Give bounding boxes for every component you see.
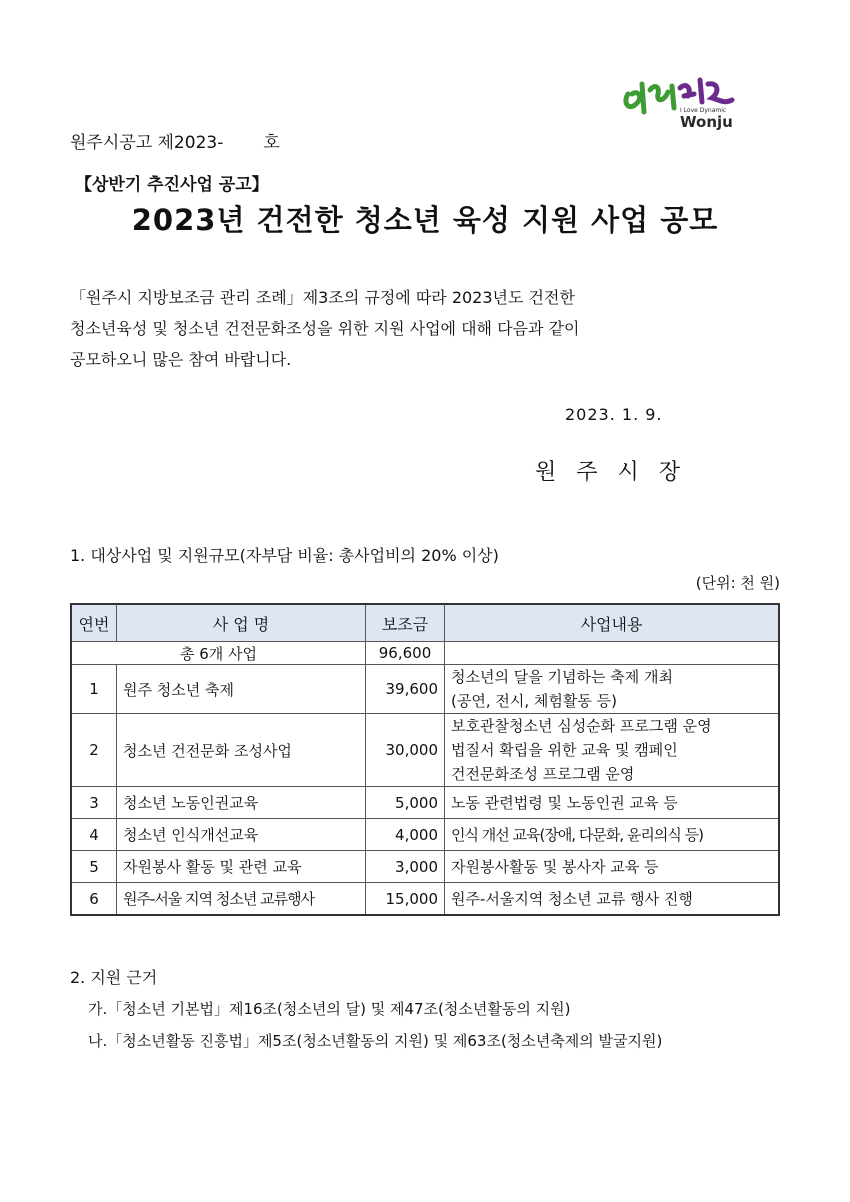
col-header-name: 사 업 명 — [117, 604, 366, 642]
notice-number-suffix: 호 — [263, 133, 280, 153]
row-amount: 3,000 — [366, 851, 445, 883]
table-row — [71, 714, 779, 787]
intro-line-1: 「원주시 지방보조금 관리 조례」제3조의 규정에 따라 2023년도 건전한 — [70, 288, 575, 307]
row-desc: 노동 관련법령 및 노동인권 교육 등 — [445, 787, 780, 819]
row-desc-line: 법질서 확립을 위한 교육 및 캠페인 — [451, 741, 678, 759]
row-amount: 4,000 — [366, 819, 445, 851]
logo-wordmark: Wonju — [680, 113, 733, 131]
col-header-desc: 사업내용 — [445, 604, 780, 642]
row-name: 청소년 노동인권교육 — [117, 787, 366, 819]
intro-paragraph — [70, 282, 780, 375]
row-desc-line: 청소년의 달을 기념하는 축제 개최 — [451, 668, 673, 686]
row-desc: 자원봉사활동 및 봉사자 교육 등 — [445, 851, 780, 883]
col-header-num: 연번 — [71, 604, 117, 642]
row-amount: 15,000 — [366, 883, 445, 916]
row-desc-line: (공연, 전시, 체험활동 등) — [451, 692, 617, 710]
basis-item: 가.「청소년 기본법」제16조(청소년의 달) 및 제47조(청소년활동의 지원) — [88, 1000, 571, 1018]
notice-number-text: 원주시공고 제2023- — [70, 133, 224, 153]
intro-line-2: 청소년육성 및 청소년 건전문화조성을 위한 지원 사업에 대해 다음과 같이 — [70, 319, 580, 338]
table-row — [71, 665, 779, 714]
total-row — [71, 642, 779, 665]
total-amount: 96,600 — [366, 642, 445, 665]
row-num: 3 — [71, 787, 117, 819]
section-2-heading: 2. 지원 근거 — [70, 968, 158, 987]
row-desc-line: 건전문화조성 프로그램 운영 — [451, 765, 635, 783]
budget-table — [70, 603, 780, 916]
row-name: 자원봉사 활동 및 관련 교육 — [117, 851, 366, 883]
wonju-logo — [620, 72, 745, 132]
row-num: 6 — [71, 883, 117, 916]
intro-line-3: 공모하오니 많은 참여 바랍니다. — [70, 350, 292, 369]
col-header-amount: 보조금 — [366, 604, 445, 642]
basis-item: 나.「청소년활동 진흥법」제5조(청소년활동의 지원) 및 제63조(청소년축제의 발굴지원) — [88, 1032, 663, 1050]
row-name: 원주 청소년 축제 — [117, 665, 366, 714]
logo-tagline: I Love Dynamic — [680, 107, 727, 114]
total-label: 총 6개 사업 — [71, 642, 366, 665]
page-title: 2023년 건전한 청소년 육성 지원 사업 공모 — [131, 203, 719, 237]
total-desc — [445, 642, 780, 665]
section-1-heading: 1. 대상사업 및 지원규모(자부담 비율: 총사업비의 20% 이상) — [70, 546, 499, 565]
row-num: 1 — [71, 665, 117, 714]
table-row — [71, 819, 779, 851]
signer: 원주시장 — [535, 460, 701, 485]
row-num: 5 — [71, 851, 117, 883]
row-amount: 30,000 — [366, 714, 445, 787]
table-row — [71, 787, 779, 819]
notice-number — [70, 128, 280, 153]
notice-date: 2023. 1. 9. — [565, 405, 663, 424]
row-desc-line: 보호관찰청소년 심성순화 프로그램 운영 — [451, 717, 712, 735]
table-header-row — [71, 604, 779, 642]
notice-subtitle: 【상반기 추진사업 공고】 — [75, 175, 269, 195]
row-desc — [445, 714, 780, 787]
row-desc: 인식 개선 교육(장애, 다문화, 윤리의식 등) — [445, 819, 780, 851]
row-num: 2 — [71, 714, 117, 787]
table-row — [71, 851, 779, 883]
row-amount: 39,600 — [366, 665, 445, 714]
row-desc: 원주-서울지역 청소년 교류 행사 진행 — [445, 883, 780, 916]
row-desc — [445, 665, 780, 714]
row-name: 원주-서울 지역 청소년 교류행사 — [117, 883, 366, 916]
table-row — [71, 883, 779, 916]
row-name: 청소년 건전문화 조성사업 — [117, 714, 366, 787]
row-num: 4 — [71, 819, 117, 851]
row-name: 청소년 인식개선교육 — [117, 819, 366, 851]
unit-label: (단위: 천 원) — [695, 574, 780, 592]
wonju-logo-graphic — [620, 72, 745, 132]
row-amount: 5,000 — [366, 787, 445, 819]
